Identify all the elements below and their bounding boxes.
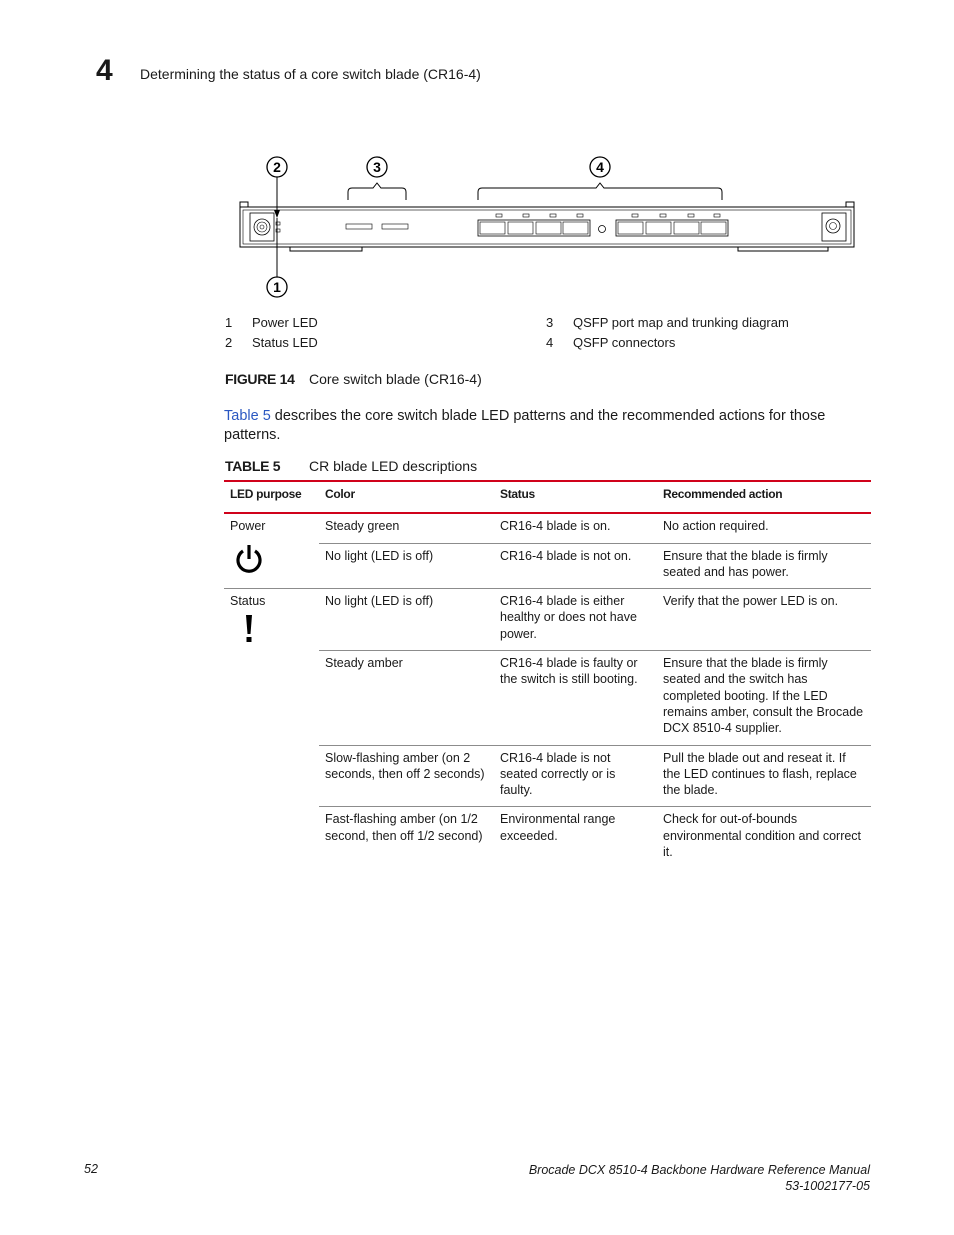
status-cell: CR16-4 blade is on. — [494, 513, 657, 543]
purpose-label: Status — [230, 594, 266, 609]
page-number: 52 — [84, 1162, 98, 1176]
table-row — [224, 513, 871, 543]
table-row — [224, 651, 871, 745]
purpose-label: Power — [230, 519, 266, 534]
legend-num: 1 — [225, 315, 233, 330]
callout-3: 3 — [373, 159, 381, 175]
header-led-purpose: LED purpose — [224, 481, 319, 513]
color-cell: No light (LED is off) — [319, 589, 494, 651]
callout-1: 1 — [273, 279, 281, 295]
manual-title: Brocade DCX 8510-4 Backbone Hardware Reference Manual — [528, 1163, 870, 1177]
purpose-cell-power — [224, 513, 319, 588]
status-cell: CR16-4 blade is not seated correctly or is faulty. — [494, 745, 657, 807]
legend-text: Power LED — [252, 315, 318, 330]
legend-num: 4 — [546, 335, 554, 350]
callout-4: 4 — [596, 159, 604, 175]
body-paragraph — [224, 407, 854, 445]
led-descriptions-table — [224, 480, 871, 868]
table-row — [224, 589, 871, 651]
color-cell: Slow-flashing amber (on 2 seconds, then off 2 seconds) — [319, 745, 494, 807]
legend-item-1 — [225, 315, 318, 330]
chapter-number: 4 — [96, 54, 113, 87]
bracket-3 — [348, 183, 406, 200]
action-cell: Ensure that the blade is firmly seated and has power. — [657, 543, 871, 589]
table-label: TABLE 5 — [225, 458, 281, 474]
table-row — [224, 807, 871, 868]
footer-info — [529, 1162, 870, 1194]
exclamation-icon — [244, 615, 313, 647]
header-status: Status — [494, 481, 657, 513]
action-cell: Verify that the power LED is on. — [657, 589, 871, 651]
callout-arrow-2 — [274, 210, 280, 218]
legend-num: 3 — [546, 315, 554, 330]
callout-2: 2 — [273, 159, 281, 175]
color-cell: Fast-flashing amber (on 1/2 second, then off 1/2 second) — [325, 812, 483, 843]
bracket-4 — [478, 183, 722, 200]
color-cell: Steady amber — [319, 651, 494, 745]
table-link[interactable]: Table 5 — [224, 408, 271, 424]
status-cell: CR16-4 blade is not on. — [494, 543, 657, 589]
action-cell: Check for out-of-bounds environmental condition and correct it. — [663, 812, 862, 860]
blade-body — [240, 202, 854, 251]
status-cell: CR16-4 blade is faulty or the switch is still booting. — [494, 651, 657, 745]
purpose-cell-status — [224, 589, 319, 869]
figure-label: FIGURE 14 — [225, 371, 295, 387]
legend-item-2 — [225, 335, 318, 350]
legend-text: QSFP port map and trunking diagram — [573, 315, 789, 330]
status-cell: Environmental range exceeded. — [500, 812, 616, 843]
color-cell: Steady green — [319, 513, 494, 543]
doc-number: 53-1002177-05 — [785, 1179, 870, 1193]
paragraph-text: describes the core switch blade LED patterns and the recommended actions for those patterns. — [224, 408, 826, 443]
section-title: Determining the status of a core switch blade (CR16-4) — [140, 66, 481, 82]
legend-item-3 — [546, 315, 789, 330]
core-switch-blade-illustration — [230, 150, 862, 305]
legend-item-4 — [546, 335, 676, 350]
legend-text: QSFP connectors — [573, 335, 676, 350]
legend-num: 2 — [225, 335, 233, 350]
header-recommended-action: Recommended action — [657, 481, 871, 513]
figure-title: Core switch blade (CR16-4) — [309, 371, 482, 387]
figure-caption — [225, 371, 482, 387]
status-cell: CR16-4 blade is either healthy or does not have power. — [494, 589, 657, 651]
table-caption — [225, 458, 477, 474]
power-icon — [234, 543, 313, 579]
table-row — [224, 745, 871, 807]
action-cell: Ensure that the blade is firmly seated and the switch has completed booting. If the LED remains amber, consult the Brocade DCX 8510-4 supplier. — [657, 651, 871, 745]
legend-text: Status LED — [252, 335, 318, 350]
action-cell: Pull the blade out and reseat it. If the LED continues to flash, replace the blade. — [657, 745, 871, 807]
table-title: CR blade LED descriptions — [309, 458, 478, 474]
action-cell: No action required. — [657, 513, 871, 543]
table-header-row — [224, 481, 871, 513]
color-cell: No light (LED is off) — [319, 543, 494, 589]
header-color: Color — [319, 481, 494, 513]
table-row — [224, 543, 871, 589]
